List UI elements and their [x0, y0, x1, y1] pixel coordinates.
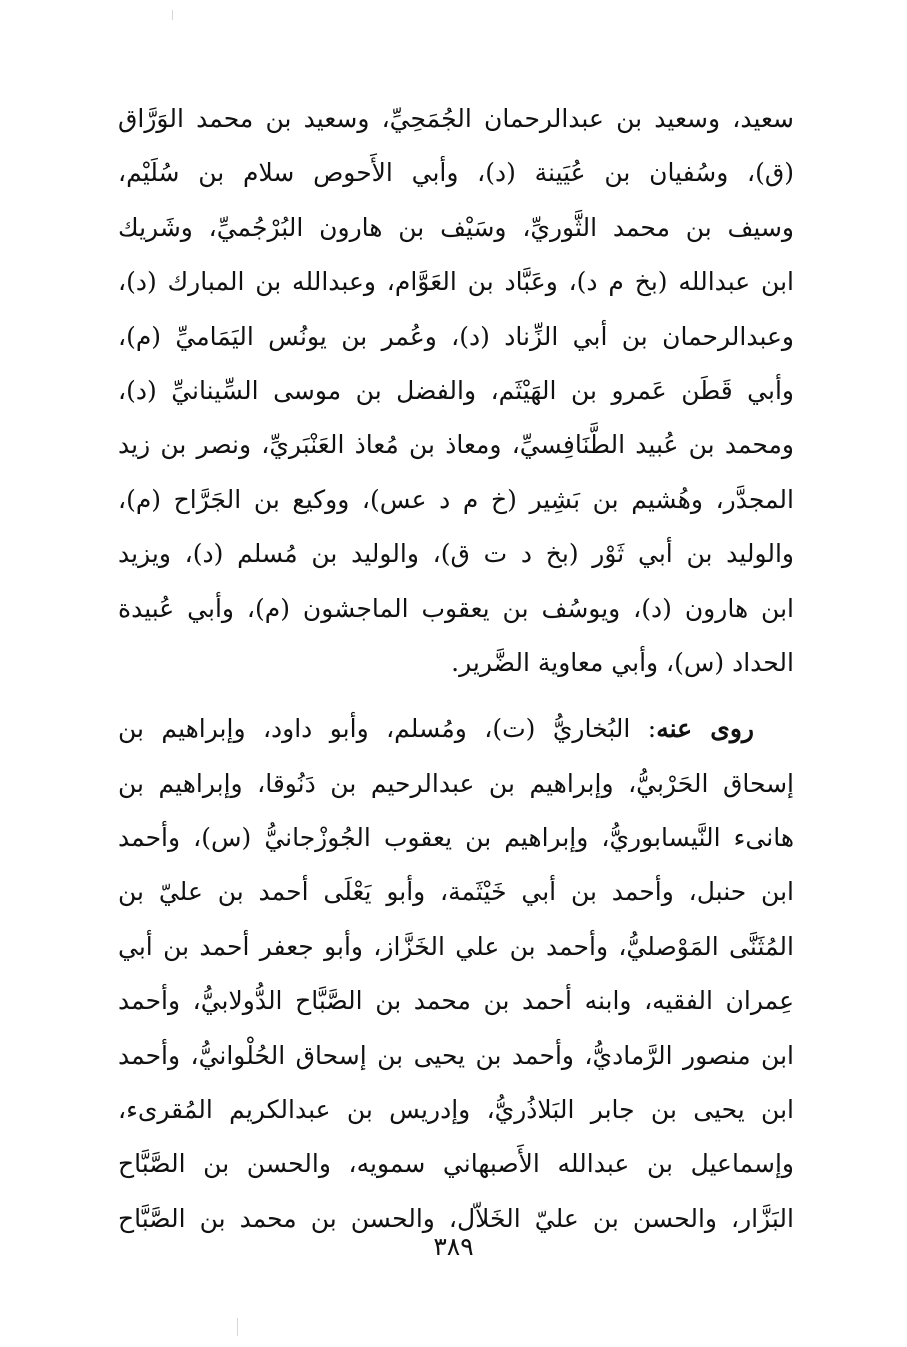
paragraph-spacer: [118, 690, 794, 702]
text-line: وسيف بن محمد الثَّوريِّ، وسَيْف بن هارون البُرْجُميِّ، وشَريك: [118, 212, 794, 242]
text-line-first: [118, 702, 794, 756]
text-line: ابن هارون (د)، ويوسُف بن يعقوب الماجشون (م)، وأبي عُبيدة: [118, 593, 794, 623]
text-line: (ق)، وسُفيان بن عُيَينة (د)، وأبي الأَحوص سلام بن سُلَيْم،: [118, 158, 794, 188]
text-line-rest: : البُخاريُّ (ت)، ومُسلم، وأبو داود، وإبراهيم بن: [118, 714, 657, 744]
text-line: ابن منصور الرَّماديُّ، وأحمد بن يحيى بن إسحاق الحُلْوانيُّ، وأحمد: [118, 1040, 794, 1070]
body-text: [118, 92, 794, 1246]
paragraph-narrators-to: [118, 702, 794, 1246]
gutter-mark-top: [172, 10, 173, 20]
text-line: وعبدالرحمان بن أبي الزِّناد (د)، وعُمر بن يونُس اليَمَاميِّ (م)،: [118, 321, 794, 351]
text-line: ابن حنبل، وأحمد بن أبي خَيْثَمة، وأبو يَعْلَى أحمد بن عليّ بن: [118, 877, 794, 907]
text-line: ومحمد بن عُبيد الطَّنَافِسيِّ، ومعاذ بن مُعاذ العَنْبَريِّ، ونصر بن زيد: [118, 430, 794, 460]
text-line: سعيد، وسعيد بن عبدالرحمان الجُمَحِيِّ، وسعيد بن محمد الوَرَّاق: [118, 104, 794, 133]
text-line: هانىء النَّيسابوريُّ، وإبراهيم بن يعقوب الجُوزْجانيُّ (س)، وأحمد: [118, 823, 794, 853]
text-line: والوليد بن أبي ثَوْر (بخ د ت ق)، والوليد بن مُسلم (د)، ويزيد: [118, 539, 794, 569]
page-number: ٣٨٩: [433, 1232, 474, 1261]
gutter-mark-bottom: [237, 1318, 238, 1336]
text-line: الحداد (س)، وأبي معاوية الضَّرير.: [451, 647, 794, 677]
text-line: ابن عبدالله (بخ م د)، وعَبَّاد بن العَوَّام، وعبدالله بن المبارك (د)،: [118, 267, 794, 297]
text-line: وإسماعيل بن عبدالله الأَصبهاني سمويه، والحسن بن الصَّبَّاح: [118, 1149, 794, 1179]
text-line: وأبي قَطَن عَمرو بن الهَيْثَم، والفضل بن موسى السِّينانيِّ (د)،: [118, 375, 794, 405]
paragraph-narrators-from: [118, 92, 794, 690]
text-line: ابن يحيى بن جابر البَلاذُريُّ، وإدريس بن عبدالكريم المُقرىء،: [118, 1095, 794, 1125]
text-line: إسحاق الحَرْبيُّ، وإبراهيم بن عبدالرحيم بن دَنُوقا، وإبراهيم بن: [118, 768, 794, 798]
text-line: المجدَّر، وهُشيم بن بَشِير (خ م د عس)، ووكيع بن الجَرَّاح (م)،: [118, 484, 794, 514]
text-line: المُثَنَّى المَوْصليُّ، وأحمد بن علي الخَزَّاز، وأبو جعفر أحمد بن أبي: [118, 931, 794, 961]
text-line: البَزَّار، والحسن بن عليّ الخَلاّل، والحسن بن محمد بن الصَّبَّاح: [118, 1203, 794, 1233]
section-lead: روى عنه: [656, 714, 754, 744]
text-line: عِمران الفقيه، وابنه أحمد بن محمد بن الصَّبَّاح الدُّولابيُّ، وأحمد: [118, 986, 794, 1016]
